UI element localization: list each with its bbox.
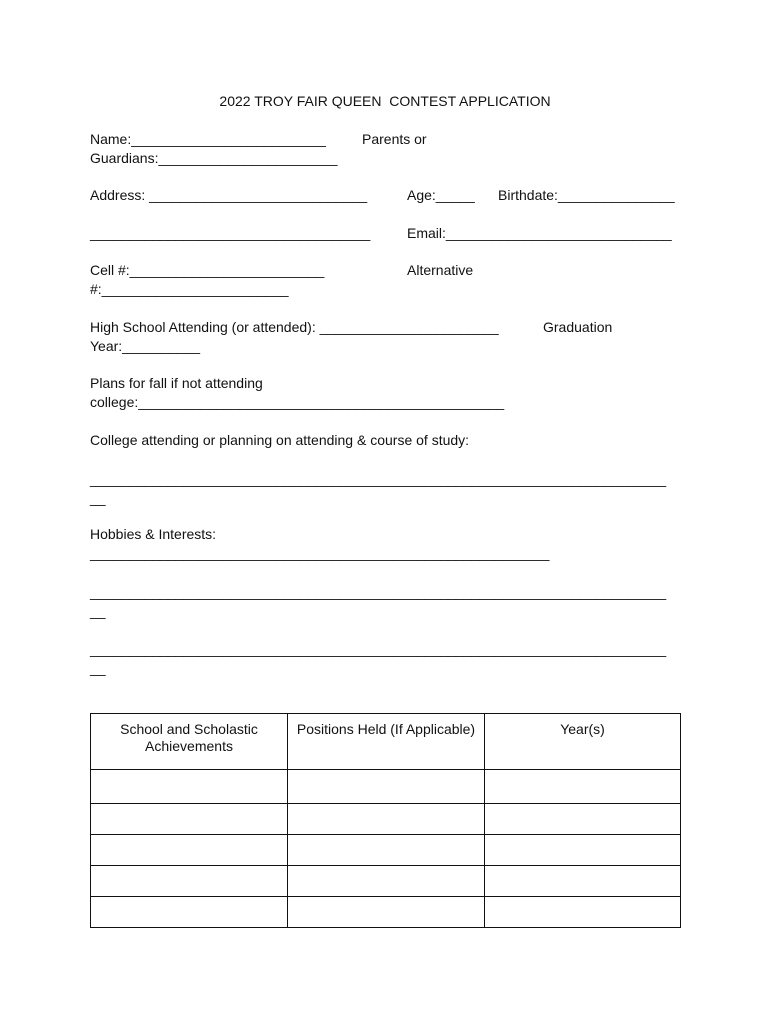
table-row <box>91 804 681 835</box>
hobbies-line-3[interactable]: __________________________________________________________________________ <box>90 641 667 657</box>
table-cell[interactable] <box>485 804 681 835</box>
table-cell[interactable] <box>288 804 485 835</box>
college-line-end: __ <box>90 490 106 506</box>
achievements-table <box>90 713 681 928</box>
table-cell[interactable] <box>485 897 681 928</box>
college-line[interactable]: __________________________________________________________________________ <box>90 471 667 487</box>
alternative-field[interactable]: #:________________________ <box>90 281 289 297</box>
table-cell[interactable] <box>485 770 681 804</box>
age-field[interactable]: Age:_____ <box>407 187 475 203</box>
header-school-achievements: School and Scholastic Achievements <box>91 714 288 770</box>
plans-college-field[interactable]: college:_______________________________________________ <box>90 394 505 410</box>
address-field[interactable]: Address: ____________________________ <box>90 187 368 203</box>
table-row <box>91 897 681 928</box>
address-line2-field[interactable]: ____________________________________ <box>90 225 371 241</box>
parents-label: Parents or <box>362 131 427 147</box>
hobbies-line-2-end: __ <box>90 603 106 619</box>
hobbies-line-3-end: __ <box>90 660 106 676</box>
college-label: College attending or planning on attending & course of study: <box>90 432 470 448</box>
table-cell[interactable] <box>91 804 288 835</box>
header-positions-held: Positions Held (If Applicable) <box>288 714 485 770</box>
hobbies-label: Hobbies & Interests: <box>90 526 217 542</box>
hobbies-line-1[interactable]: ___________________________________________________________ <box>90 545 550 561</box>
guardians-field[interactable]: Guardians:_______________________ <box>90 150 338 166</box>
name-field[interactable]: Name:_________________________ <box>90 131 326 147</box>
cell-field[interactable]: Cell #:_________________________ <box>90 262 325 278</box>
table-cell[interactable] <box>288 866 485 897</box>
table-row <box>91 866 681 897</box>
table-row <box>91 770 681 804</box>
email-field[interactable]: Email:_____________________________ <box>407 225 672 241</box>
alternative-label: Alternative <box>407 262 474 278</box>
table-row <box>91 835 681 866</box>
table-cell[interactable] <box>91 897 288 928</box>
header-years: Year(s) <box>485 714 681 770</box>
table-header-row <box>91 714 681 770</box>
table-cell[interactable] <box>485 866 681 897</box>
table-cell[interactable] <box>91 835 288 866</box>
table-cell[interactable] <box>288 897 485 928</box>
plans-label: Plans for fall if not attending <box>90 375 263 391</box>
graduation-year-field[interactable]: Year:__________ <box>90 338 201 354</box>
table-cell[interactable] <box>91 770 288 804</box>
high-school-field[interactable]: High School Attending (or attended): _______________________ <box>90 319 499 335</box>
page-title: 2022 TROY FAIR QUEEN CONTEST APPLICATION <box>219 93 551 109</box>
hobbies-line-2[interactable]: __________________________________________________________________________ <box>90 584 667 600</box>
table-cell[interactable] <box>485 835 681 866</box>
table-cell[interactable] <box>288 835 485 866</box>
table-cell[interactable] <box>288 770 485 804</box>
graduation-label: Graduation <box>543 319 613 335</box>
birthdate-field[interactable]: Birthdate:_______________ <box>498 187 675 203</box>
table-cell[interactable] <box>91 866 288 897</box>
